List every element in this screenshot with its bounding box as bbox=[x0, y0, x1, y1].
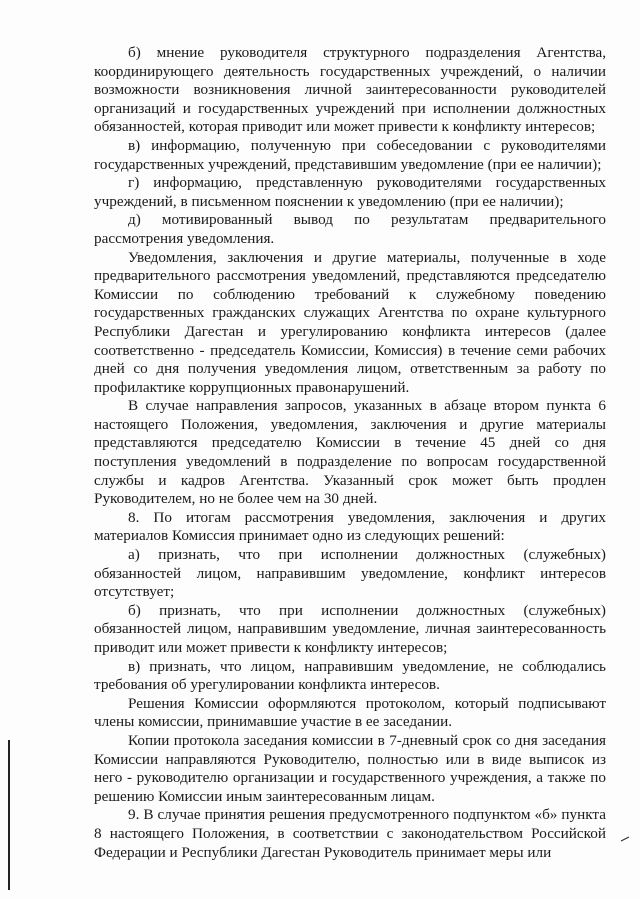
paragraph-b-opinion: б) мнение руководителя структурного подразделения Агентства, координирующего деятельность государственных учреждений, о наличии возможности возникновения личной заинтересованности руководителей организаций и государственных учреждений при исполнении должностных обязанностей, которая приводит или может привести к конфликту интересов; bbox=[94, 44, 606, 136]
paragraph-g-written-explanation: г) информацию, представленную руководителями государственных учреждений, в письменном пояснении к уведомлению (при ее наличии); bbox=[94, 174, 606, 210]
paragraph-decision-v: в) признать, что лицом, направившим уведомление, не соблюдались требования об урегулировании конфликта интересов. bbox=[94, 657, 606, 694]
paragraph-materials-to-chairman: Уведомления, заключения и другие материалы, полученные в ходе предварительного рассмотрения уведомлений, представляются председателю Комиссии по соблюдению требований к служебному поведению государственных гражданских служащих Агентства по охране культурного Республики Дагестан и урегулированию конфликта интересов (далее соответственно - председатель Комиссии, Комиссия) в течение семи рабочих дней со дня получения уведомления лицом, ответственным за работу по профилактике коррупционных правонарушений. bbox=[94, 248, 606, 396]
paragraph-item-8: 8. По итогам рассмотрения уведомления, заключения и других материалов Комиссия принимает одно из следующих решений: bbox=[94, 508, 606, 545]
scan-edge-line bbox=[8, 740, 10, 890]
paragraph-protocol-copies: Копии протокола заседания комиссии в 7-дневный срок со дня заседания Комиссии направляются Руководителю, полностью или в виде выписок из него - руководителю организации и государственного учреждения, а также по решению Комиссии иным заинтересованным лицам. bbox=[94, 731, 606, 805]
scan-speck bbox=[620, 836, 630, 842]
document-body bbox=[94, 44, 606, 862]
paragraph-d-motivated-conclusion: д) мотивированный вывод по результатам предварительного рассмотрения уведомления. bbox=[94, 211, 606, 247]
paragraph-v-interview-info: в) информацию, полученную при собеседовании с руководителями государственных учреждений, представившим уведомление (при ее наличии); bbox=[94, 136, 606, 173]
paragraph-decision-b: б) признать, что при исполнении должностных (служебных) обязанностей лицом, направившим уведомление, личная заинтересованность приводит или может привести к конфликту интересов; bbox=[94, 601, 606, 656]
paragraph-protocol: Решения Комиссии оформляются протоколом, который подписывают члены комиссии, принимавшие участие в ее заседании. bbox=[94, 694, 606, 731]
paragraph-item-9: 9. В случае принятия решения предусмотренного подпунктом «б» пункта 8 настоящего Положения, в соответствии с законодательством Российской Федерации и Республики Дагестан Руководитель принимает меры или bbox=[94, 806, 606, 861]
paragraph-decision-a: а) признать, что при исполнении должностных (служебных) обязанностей лицом, направившим уведомление, конфликт интересов отсутствует; bbox=[94, 546, 606, 601]
paragraph-requests-deadline: В случае направления запросов, указанных в абзаце втором пункта 6 настоящего Положения, уведомления, заключения и другие материалы представляются председателю Комиссии в течение 45 дней со дня поступления уведомлений в подразделение по вопросам государственной службы и кадров Агентства. Указанный срок может быть продлен Руководителем, но не более чем на 30 дней. bbox=[94, 397, 606, 508]
